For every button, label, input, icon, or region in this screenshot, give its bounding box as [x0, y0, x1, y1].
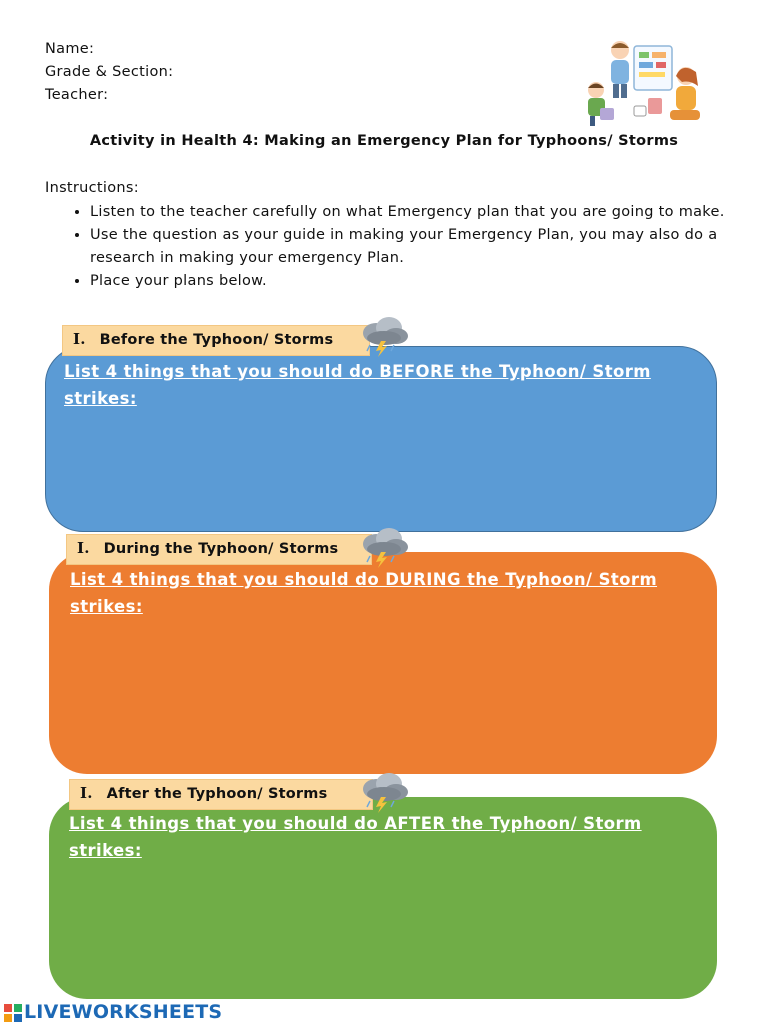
- name-label: Name:: [45, 41, 95, 57]
- instructions-list: [62, 201, 750, 293]
- instruction-item: • Place your plans below.: [90, 270, 750, 293]
- section-numeral: I.: [80, 784, 93, 802]
- activity-title: Activity in Health 4: Making an Emergency Plan for Typhoons/ Storms: [89, 133, 679, 149]
- teacher-label: Teacher:: [45, 87, 109, 103]
- section-numeral: I.: [73, 330, 86, 348]
- after-section-tab: [69, 779, 373, 810]
- instructions-heading: Instructions:: [45, 180, 139, 196]
- liveworksheets-logo-icon: [4, 1004, 22, 1022]
- after-prompt: [69, 810, 642, 864]
- storm-cloud-icon: [356, 526, 412, 568]
- instruction-item: • Use the question as your guide in making your Emergency Plan, you may also do a research in making your emergency Plan.: [90, 224, 750, 270]
- after-prompt-line1: List 4 things that you should do AFTER the Typhoon/ Storm: [69, 814, 642, 833]
- grade-section-label: Grade & Section:: [45, 64, 174, 80]
- children-planning-illustration: [578, 38, 710, 130]
- before-prompt: [64, 358, 651, 412]
- liveworksheets-logo-text: LIVEWORKSHEETS: [24, 1001, 223, 1023]
- during-section-tab: [66, 534, 372, 565]
- before-prompt-line2: strikes:: [64, 389, 137, 408]
- liveworksheets-logo[interactable]: [4, 1001, 222, 1023]
- during-prompt: [70, 566, 657, 620]
- instruction-item: • Listen to the teacher carefully on what Emergency plan that you are going to make.: [90, 201, 750, 224]
- before-section-label: Before the Typhoon/ Storms: [99, 332, 334, 348]
- storm-cloud-icon: [356, 315, 412, 357]
- after-prompt-line2: strikes:: [69, 841, 142, 860]
- during-prompt-line2: strikes:: [70, 597, 143, 616]
- during-prompt-line1: List 4 things that you should do DURING the Typhoon/ Storm: [70, 570, 658, 589]
- section-numeral: I.: [77, 539, 90, 557]
- before-prompt-line1: List 4 things that you should do BEFORE the Typhoon/ Storm: [64, 362, 651, 381]
- during-section-label: During the Typhoon/ Storms: [103, 541, 339, 557]
- before-section-tab: [62, 325, 370, 356]
- storm-cloud-icon: [356, 771, 412, 813]
- after-section-label: After the Typhoon/ Storms: [106, 786, 328, 802]
